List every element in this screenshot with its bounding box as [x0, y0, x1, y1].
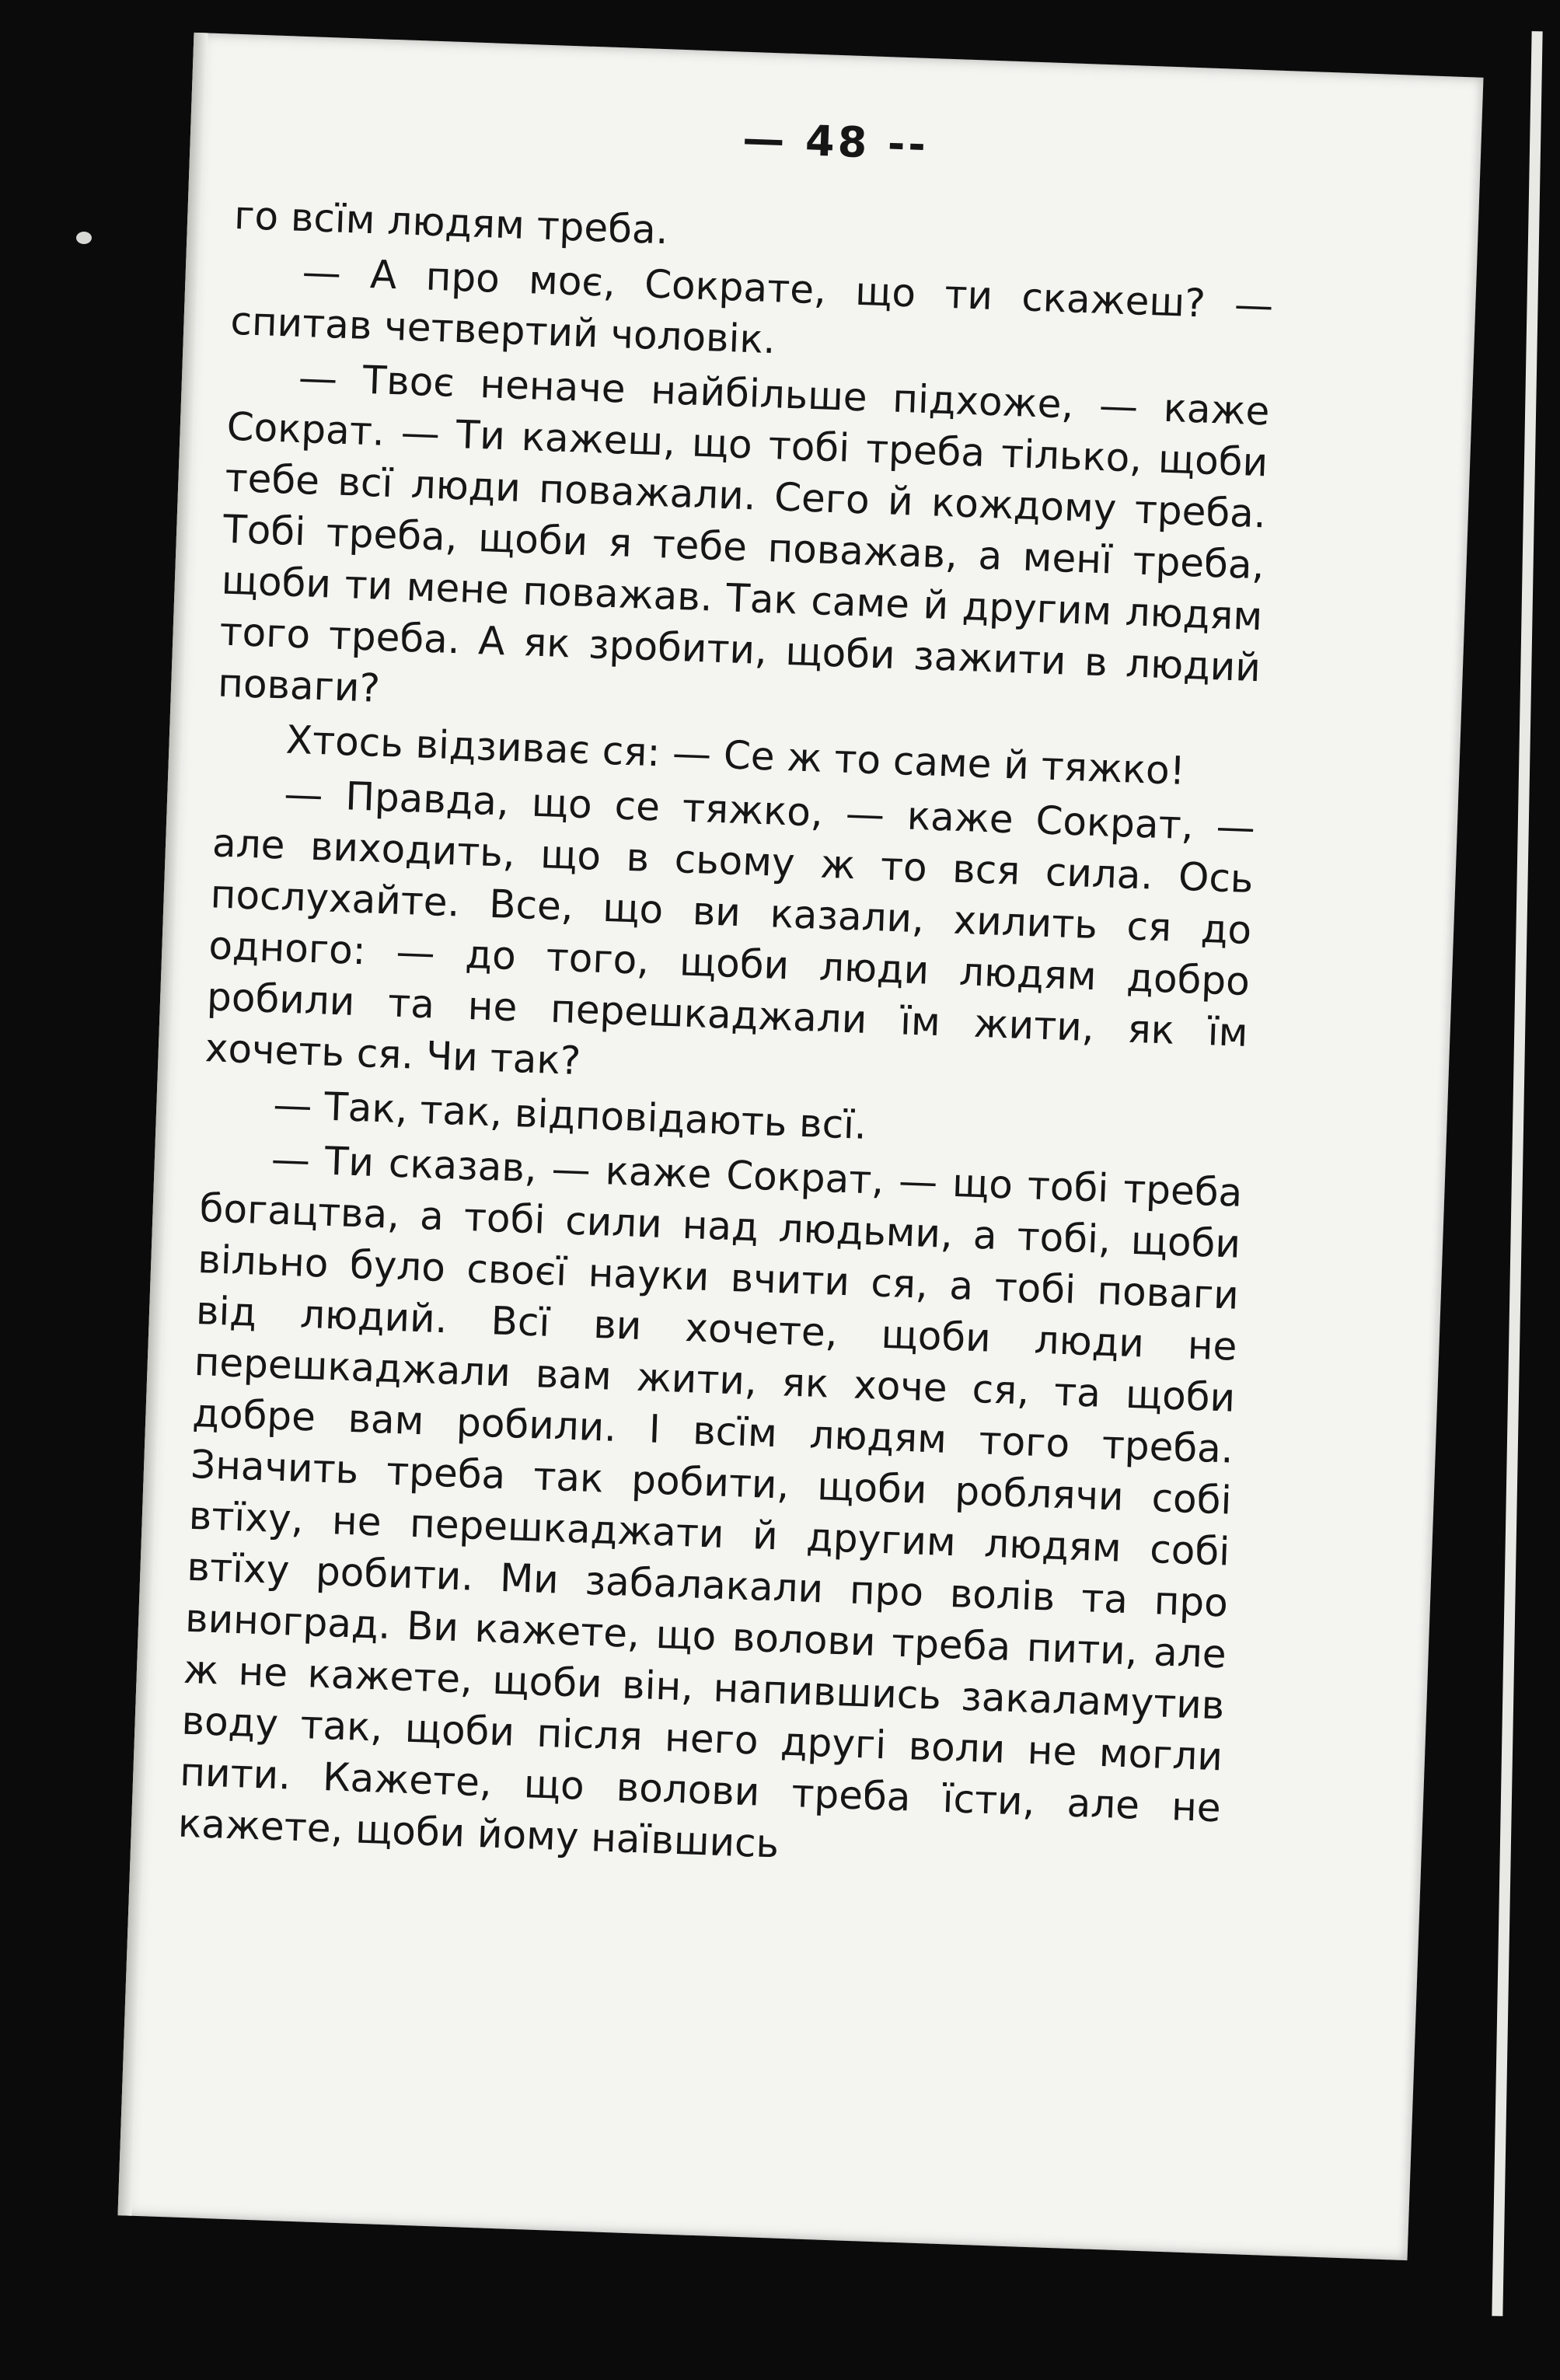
- paper-page: [117, 33, 1483, 2260]
- scan-speck: [76, 232, 92, 244]
- next-page-edge: [1492, 31, 1542, 2316]
- paragraph-5: — Правда, що се тяжко, — каже Сократ, — але виходить, що в сьому ж то вся сила. Ось послухайте. Все, що ви казали, хилить ся до одного: — до того, щоби люди людям добро робили та не перешкаджали їм жити, як їм хочеть ся. Чи так?: [204, 771, 1256, 1084]
- page-body-text: [177, 190, 1276, 1888]
- paragraph-6: — Так, так, відповідають всї.: [272, 1082, 867, 1148]
- paragraph-1: го всїм людям треба.: [233, 192, 669, 253]
- page-number: — 48 --: [742, 113, 930, 169]
- paragraph-3: — Твоє неначе найбільше підхоже, — каже Сократ. — Ти кажеш, що тобі треба тілько, щоби тебе всї люди поважали. Сего й кождому треба. Тобі треба, щоби я тебе поважав, а менї треба, щоби ти мене поважав. Так саме й другим людям того треба. А як зробити, щоби зажити в людий поваги?: [217, 354, 1271, 711]
- paragraph-4: Хтось відзиває ся: — Се ж то саме й тяжко!: [284, 717, 1186, 794]
- paragraph-7: — Ти сказав, — каже Сократ, — що тобі треба богацтва, а тобі сили над людьми, а тобі, щоби вільно було своєї науки вчити ся, а тобі поваги від людий. Всї ви хочете, щоби люди не перешкаджали вам жити, як хоче ся, та щоби добре вам робили. І всїм людям того треба. Значить треба так робити, щоби роблячи собі втїху, не перешкаджати й другим людям собі втїху робити. Ми забалакали про волів та про виноград. Ви кажете, що волови треба пити, але ж не кажете, щоби він, напившись закаламутив воду так, щоби після него другі воли не могли пити. Кажете, що волови треба їсти, але не кажете, щоби йому наївшись: [177, 1136, 1244, 1867]
- paragraph-2: — А про моє, Сократе, що ти скажеш? — спитав четвертий чоловік.: [229, 249, 1275, 363]
